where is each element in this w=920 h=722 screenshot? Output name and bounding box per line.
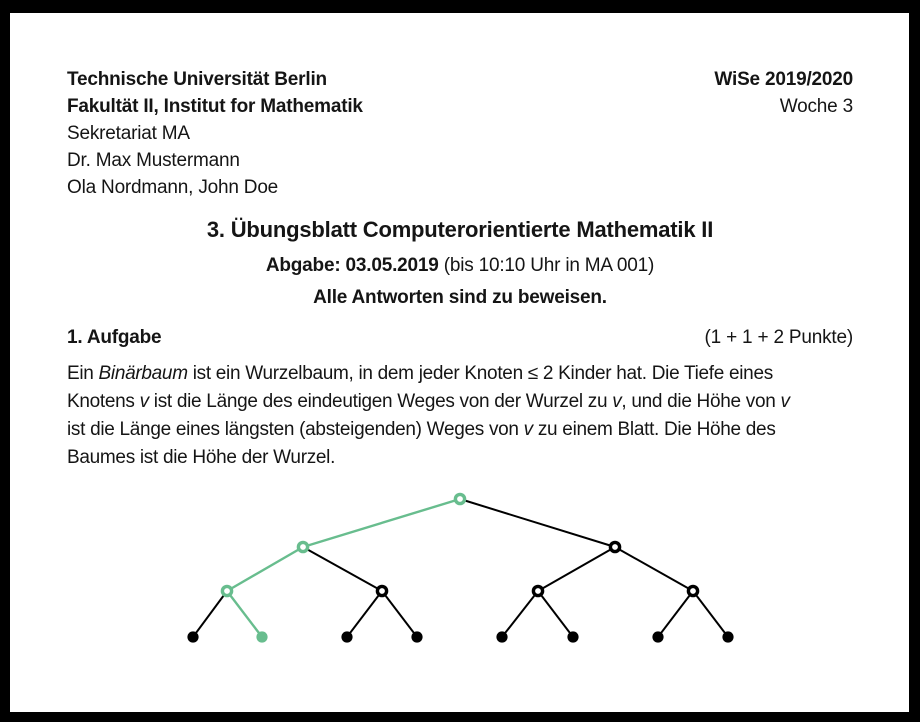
tree-node-highlighted [222, 586, 231, 595]
tree-leaf [652, 631, 663, 642]
header-right-line: WiSe 2019/2020 [714, 69, 853, 90]
tree-node-highlighted [455, 494, 464, 503]
tree-node [610, 542, 619, 551]
tree-node [377, 586, 386, 595]
header-right [714, 66, 853, 201]
due-details: (bis 10:10 Uhr in MA 001) [438, 255, 655, 276]
tree-edge [693, 591, 728, 637]
tree-edge [615, 547, 693, 591]
binary-tree-figure [10, 489, 909, 659]
paragraph-line: ist die Länge eines längsten (absteigenden) Weges von v zu einem Blatt. Die Höhe des [67, 419, 776, 440]
tree-edge [382, 591, 417, 637]
header-left-line: Fakultät II, Institut for Mathematik [67, 96, 363, 117]
exercise-heading-row [67, 326, 853, 350]
tree-edge [193, 591, 227, 637]
tree-leaf [496, 631, 507, 642]
tree-edge-highlighted [303, 499, 460, 547]
tree-leaf [187, 631, 198, 642]
tree-node [533, 586, 542, 595]
exercise-sheet-page [10, 13, 909, 712]
tree-leaf [341, 631, 352, 642]
header-left [67, 66, 363, 201]
tree-node [688, 586, 697, 595]
tree-leaf [411, 631, 422, 642]
tree-edge [658, 591, 693, 637]
tree-node-highlighted [298, 542, 307, 551]
paragraph-line: Knotens v ist die Länge des eindeutigen Weges von der Wurzel zu v, und die Höhe von v [67, 391, 790, 412]
due-date: Abgabe: 03.05.2019 [265, 255, 439, 276]
proof-note: Alle Antworten sind zu beweisen. [313, 287, 607, 308]
tree-edge [303, 547, 382, 591]
tree-edge [347, 591, 382, 637]
tree-edge [460, 499, 615, 547]
tree-edge-highlighted [227, 547, 303, 591]
header-left-line: Sekretariat MA [67, 123, 190, 144]
tree-leaf [722, 631, 733, 642]
header-left-line: Dr. Max Mustermann [67, 150, 240, 171]
binary-tree-svg [10, 489, 909, 659]
exercise-paragraph [67, 360, 853, 472]
tree-edge [538, 591, 573, 637]
exercise-label: 1. Aufgabe [67, 327, 162, 348]
header-right-line: Woche 3 [779, 96, 853, 117]
due-line [67, 255, 853, 277]
sheet-title: 3. Übungsblatt Computerorientierte Mathematik II [206, 217, 714, 242]
paragraph-line: Baumes ist die Höhe der Wurzel. [67, 447, 336, 468]
tree-edge-highlighted [227, 591, 262, 637]
header-left-line: Technische Universität Berlin [67, 69, 327, 90]
header-left-line: Ola Nordmann, John Doe [67, 177, 279, 198]
paragraph-line: Ein Binärbaum ist ein Wurzelbaum, in dem jeder Knoten ≤ 2 Kinder hat. Die Tiefe eines [67, 363, 773, 384]
tree-edge [502, 591, 538, 637]
tree-edge [538, 547, 615, 591]
tree-leaf-highlighted [256, 631, 267, 642]
exercise-points: (1 + 1 + 2 Punkte) [704, 327, 853, 348]
sheet-header [67, 66, 853, 201]
tree-leaf [567, 631, 578, 642]
